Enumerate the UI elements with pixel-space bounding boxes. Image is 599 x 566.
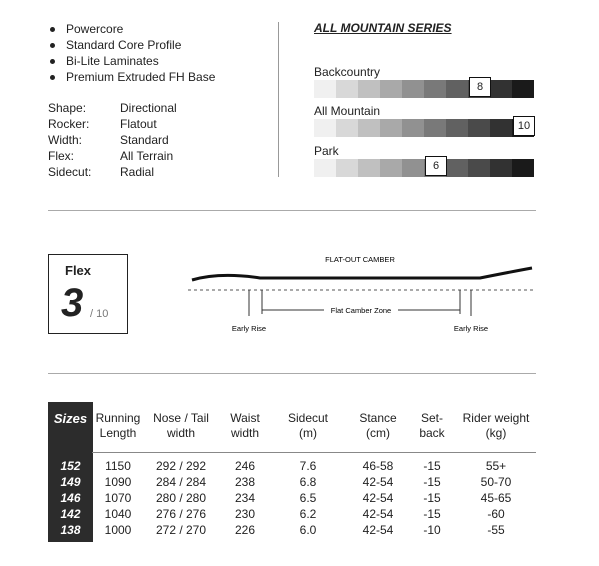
table-cell: 42-54	[362, 491, 394, 505]
table-cell: 1090	[104, 475, 132, 489]
flex-rating-box	[48, 254, 128, 334]
scale-segment	[490, 119, 512, 137]
table-cell: 238	[234, 475, 256, 489]
header-rider-weight	[453, 402, 539, 452]
early-rise-right-label: Early Rise	[453, 324, 489, 333]
table-cell: 1150	[105, 459, 131, 473]
rating-marker: 10	[513, 116, 535, 136]
spec-label: Shape:	[48, 101, 87, 115]
table-cell: -15	[423, 459, 441, 473]
feature-list	[48, 21, 215, 85]
header-text: width	[166, 426, 195, 440]
spec-list	[48, 100, 177, 180]
table-row	[48, 490, 539, 506]
header-text: Running	[95, 411, 141, 425]
header-nose-tail-width	[143, 402, 219, 452]
scale-segment	[490, 80, 512, 98]
table-cell: 284 / 284	[155, 475, 207, 489]
scale-segment	[358, 159, 380, 177]
header-sidecut	[271, 402, 345, 452]
table-cell: 1000	[104, 523, 132, 537]
header-text: Length	[99, 426, 137, 440]
scale-segment	[468, 119, 490, 137]
table-row	[48, 506, 539, 522]
board-profile	[192, 268, 532, 280]
table-cell: 55+	[485, 459, 507, 473]
vertical-divider	[278, 22, 279, 177]
section-divider	[48, 373, 536, 374]
table-cell: 246	[234, 459, 256, 473]
table-cell: 6.2	[299, 507, 317, 521]
feature-item: Bi-Lite Laminates	[48, 53, 215, 69]
spec-value: Radial	[120, 165, 155, 179]
header-text: Stance	[359, 411, 397, 425]
series-title: ALL MOUNTAIN SERIES	[314, 21, 452, 35]
scale-segment	[490, 159, 512, 177]
spec-row-rocker	[48, 116, 177, 132]
scale-segment	[314, 80, 336, 98]
header-text: (kg)	[485, 426, 507, 440]
feature-item: Premium Extruded FH Base	[48, 69, 215, 85]
size-cell: 142	[48, 506, 93, 522]
scale-segment	[380, 159, 402, 177]
table-cell: -15	[423, 475, 441, 489]
feature-item: Powercore	[48, 21, 215, 37]
table-cell: 6.0	[299, 523, 317, 537]
table-cell: 292 / 292	[155, 459, 207, 473]
flat-camber-zone-label: Flat Camber Zone	[330, 306, 392, 315]
size-cell: 152	[48, 452, 93, 474]
table-cell: -60	[487, 507, 505, 521]
header-text: Set-	[420, 411, 443, 425]
scale-segment	[446, 159, 468, 177]
scale-segment	[446, 80, 468, 98]
table-cell: 226	[234, 523, 256, 537]
size-cell: 146	[48, 490, 93, 506]
table-cell: 42-54	[362, 507, 394, 521]
scale-segment	[512, 159, 534, 177]
header-text: Nose / Tail	[153, 411, 209, 425]
table-cell: 1040	[104, 507, 132, 521]
scale-segment	[446, 119, 468, 137]
scale-segment	[468, 159, 490, 177]
table-cell: 50-70	[480, 475, 512, 489]
spec-value: Directional	[120, 101, 177, 115]
scale-segment	[512, 80, 534, 98]
rating-scale-backcountry	[314, 80, 534, 98]
early-rise-left-label: Early Rise	[231, 324, 267, 333]
table-header-divider	[92, 452, 536, 453]
scale-segment	[314, 159, 336, 177]
camber-title: FLAT-OUT CAMBER	[325, 255, 395, 264]
header-text: (cm)	[366, 426, 390, 440]
table-cell: 42-54	[362, 475, 394, 489]
scale-segment	[424, 80, 446, 98]
table-cell: 7.6	[299, 459, 317, 473]
rating-marker: 6	[425, 156, 447, 176]
header-text: (m)	[299, 426, 317, 440]
table-cell: 272 / 270	[155, 523, 207, 537]
scale-segment	[402, 119, 424, 137]
table-cell: -15	[423, 507, 441, 521]
spec-label: Sidecut:	[48, 165, 92, 179]
header-text: back	[419, 426, 445, 440]
size-cell: 138	[48, 522, 93, 542]
scale-segment	[402, 159, 424, 177]
rating-label-park: Park	[314, 144, 339, 158]
table-cell: 280 / 280	[155, 491, 207, 505]
scale-segment	[314, 119, 336, 137]
spec-label: Flex:	[48, 149, 75, 163]
header-stance	[345, 402, 411, 452]
scale-segment	[336, 119, 358, 137]
scale-segment	[380, 119, 402, 137]
size-cell: 149	[48, 474, 93, 490]
scale-segment	[424, 119, 446, 137]
spec-value: Standard	[120, 133, 169, 147]
table-cell: 230	[234, 507, 256, 521]
scale-segment	[380, 80, 402, 98]
rating-label-all-mountain: All Mountain	[314, 104, 381, 118]
header-sizes	[48, 402, 93, 452]
size-table	[48, 402, 539, 542]
scale-segment	[336, 80, 358, 98]
header-running-length	[93, 402, 143, 452]
table-cell: -55	[487, 523, 505, 537]
header-text: Waist	[230, 411, 260, 425]
feature-item: Standard Core Profile	[48, 37, 215, 53]
table-row	[48, 474, 539, 490]
rating-scale-park	[314, 159, 534, 177]
spec-label: Rocker:	[48, 117, 90, 131]
table-cell: 6.8	[299, 475, 317, 489]
table-row	[48, 522, 539, 542]
scale-segment	[358, 119, 380, 137]
camber-diagram	[180, 248, 540, 348]
table-cell: -15	[423, 491, 441, 505]
flex-max: / 10	[90, 308, 109, 320]
header-waist-width	[219, 402, 271, 452]
section-divider	[48, 210, 536, 211]
table-row	[48, 452, 539, 474]
header-text: Sidecut	[287, 411, 329, 425]
scale-segment	[336, 159, 358, 177]
table-cell: -10	[423, 523, 441, 537]
scale-segment	[402, 80, 424, 98]
header-text: Rider weight	[462, 411, 530, 425]
scale-segment	[358, 80, 380, 98]
table-cell: 42-54	[362, 523, 394, 537]
table-body	[48, 452, 539, 542]
flex-title: Flex	[65, 263, 92, 278]
spec-row-sidecut	[48, 164, 177, 180]
table-cell: 276 / 276	[155, 507, 207, 521]
table-header-row	[48, 402, 539, 452]
spec-value: All Terrain	[120, 149, 174, 163]
table-cell: 234	[234, 491, 256, 505]
rating-label-backcountry: Backcountry	[314, 65, 381, 79]
spec-row-width	[48, 132, 177, 148]
rating-scale-all-mountain	[314, 119, 534, 137]
spec-label: Width:	[48, 133, 83, 147]
spec-value: Flatout	[120, 117, 157, 131]
flex-value: 3	[61, 281, 84, 325]
table-cell: 45-65	[480, 491, 512, 505]
table-cell: 1070	[104, 491, 132, 505]
header-text: Sizes	[53, 411, 88, 426]
spec-row-flex	[48, 148, 177, 164]
header-text: width	[230, 426, 259, 440]
header-setback	[411, 402, 453, 452]
table-cell: 46-58	[362, 459, 394, 473]
spec-row-shape	[48, 100, 177, 116]
table-cell: 6.5	[299, 491, 317, 505]
rating-marker: 8	[469, 77, 491, 97]
